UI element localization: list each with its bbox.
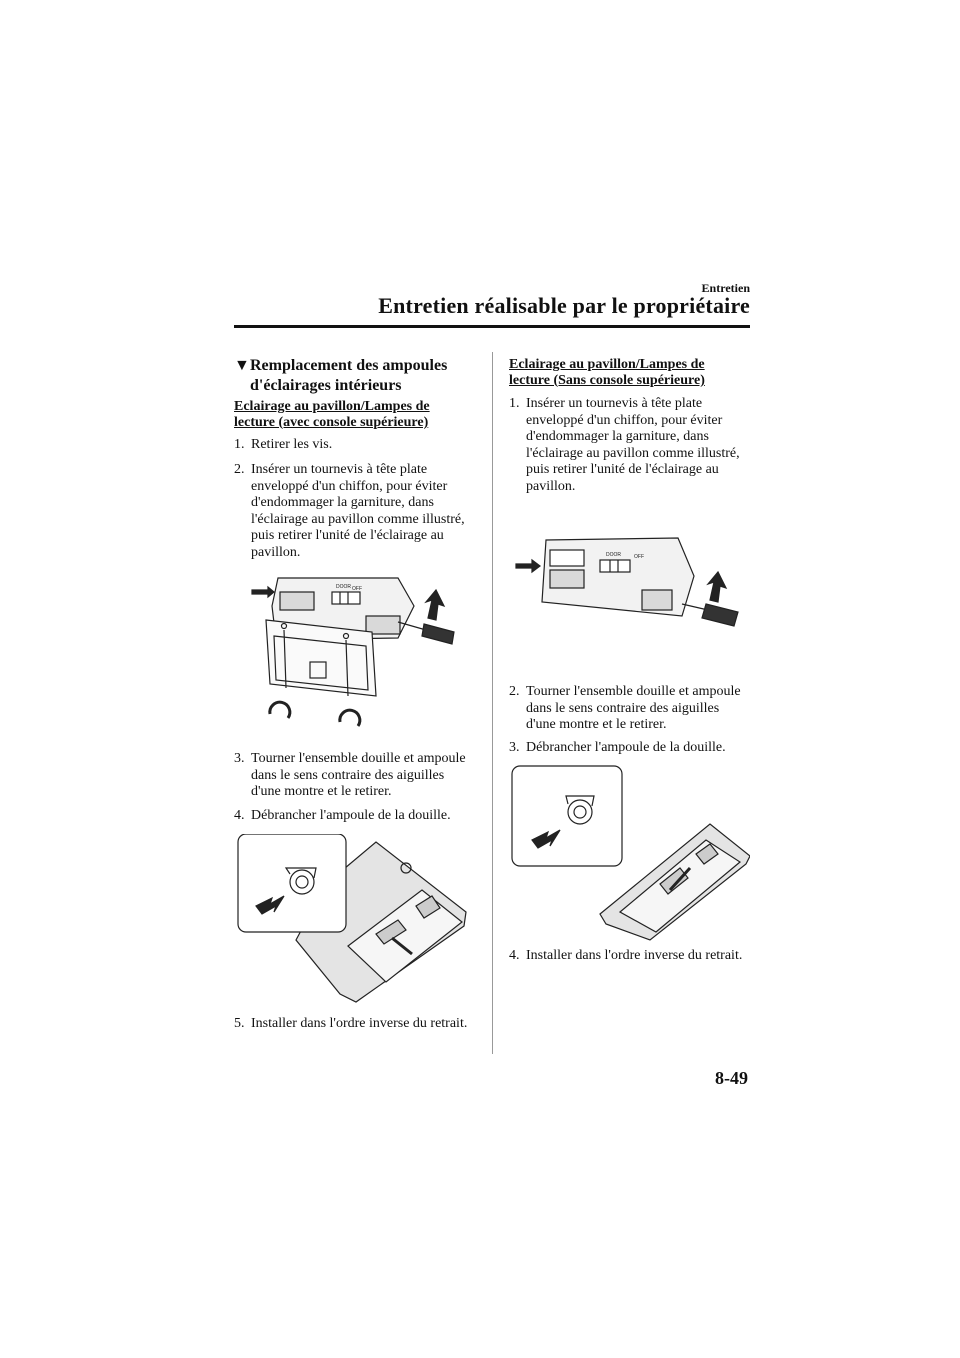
left-step-4 xyxy=(234,808,451,825)
off-label: OFF xyxy=(634,554,644,560)
step-line: pavillon. xyxy=(526,478,576,494)
figure-console-pry xyxy=(512,528,752,650)
step-line: d'endommager la garniture, dans xyxy=(251,495,434,510)
left-step-1 xyxy=(234,437,332,454)
step-number: 5. xyxy=(234,1016,245,1031)
page-number: 8-49 xyxy=(715,1068,748,1088)
step-line: dans le sens contraire des aiguilles xyxy=(251,767,445,783)
step-number: 4. xyxy=(234,808,245,823)
right-step-3 xyxy=(509,740,726,757)
heading-line-1: Remplacement des ampoules xyxy=(250,357,448,374)
step-line: l'éclairage au pavillon comme illustré, xyxy=(251,511,465,527)
right-step-2 xyxy=(509,684,741,734)
door-label: DOOR xyxy=(606,552,621,558)
step-line: pavillon. xyxy=(251,544,301,560)
step-line: Insérer un tournevis à tête plate xyxy=(526,396,703,411)
step-line: enveloppé d'un chiffon, pour éviter xyxy=(526,412,723,428)
step-number: 2. xyxy=(509,684,520,699)
step-line: l'éclairage au pavillon comme illustré, xyxy=(526,445,740,461)
off-label: OFF xyxy=(352,586,362,592)
step-line: d'endommager la garniture, dans xyxy=(526,429,709,444)
heading-line-2: d'éclairages intérieurs xyxy=(250,377,402,394)
chapter-label: Entretien xyxy=(701,281,750,295)
step-line: Insérer un tournevis à tête plate xyxy=(251,462,428,477)
column-divider xyxy=(492,352,493,1054)
step-line: Débrancher l'ampoule de la douille. xyxy=(251,808,451,823)
step-line: Retirer les vis. xyxy=(251,437,333,452)
left-subheading xyxy=(234,399,430,431)
step-number: 3. xyxy=(234,751,245,766)
triangle-marker-icon: ▼ xyxy=(234,357,250,374)
left-subheading-line-1: Eclairage au pavillon/Lampes de xyxy=(234,399,430,414)
step-line: d'une montre et le retirer. xyxy=(251,784,392,799)
step-number: 4. xyxy=(509,948,520,963)
step-line: Installer dans l'ordre inverse du retrait. xyxy=(526,948,743,963)
figure-bulb-removal xyxy=(236,834,472,1006)
step-number: 3. xyxy=(509,740,520,755)
step-line: Débrancher l'ampoule de la douille. xyxy=(526,740,726,755)
step-line: Tourner l'ensemble douille et ampoule xyxy=(251,751,466,766)
step-number: 1. xyxy=(234,437,245,452)
left-step-2 xyxy=(234,462,465,561)
step-line: d'une montre et le retirer. xyxy=(526,717,667,732)
section-title: Entretien réalisable par le propriétaire xyxy=(378,293,750,318)
step-number: 2. xyxy=(234,462,245,477)
step-line: dans le sens contraire des aiguilles xyxy=(526,700,720,716)
figure-bulb-removal-2 xyxy=(510,764,750,942)
step-number: 1. xyxy=(509,396,520,411)
step-line: puis retirer l'unité de l'éclairage au xyxy=(251,528,444,543)
right-subheading-line-2: lecture (Sans console supérieure) xyxy=(509,373,705,388)
door-label: DOOR xyxy=(336,584,351,590)
right-subheading xyxy=(509,357,705,389)
left-step-5 xyxy=(234,1016,467,1033)
right-step-1 xyxy=(509,396,740,495)
step-line: Tourner l'ensemble douille et ampoule xyxy=(526,684,741,699)
right-step-4 xyxy=(509,948,742,965)
step-line: enveloppé d'un chiffon, pour éviter xyxy=(251,478,448,494)
right-subheading-line-1: Eclairage au pavillon/Lampes de xyxy=(509,357,705,372)
step-line: Installer dans l'ordre inverse du retrait. xyxy=(251,1016,468,1031)
left-subheading-line-2: lecture (avec console supérieure) xyxy=(234,415,429,430)
header-rule xyxy=(234,325,750,328)
figure-console-removal xyxy=(248,566,466,734)
step-line: puis retirer l'unité de l'éclairage au xyxy=(526,462,719,477)
left-step-3 xyxy=(234,751,466,801)
section-heading xyxy=(234,356,484,396)
